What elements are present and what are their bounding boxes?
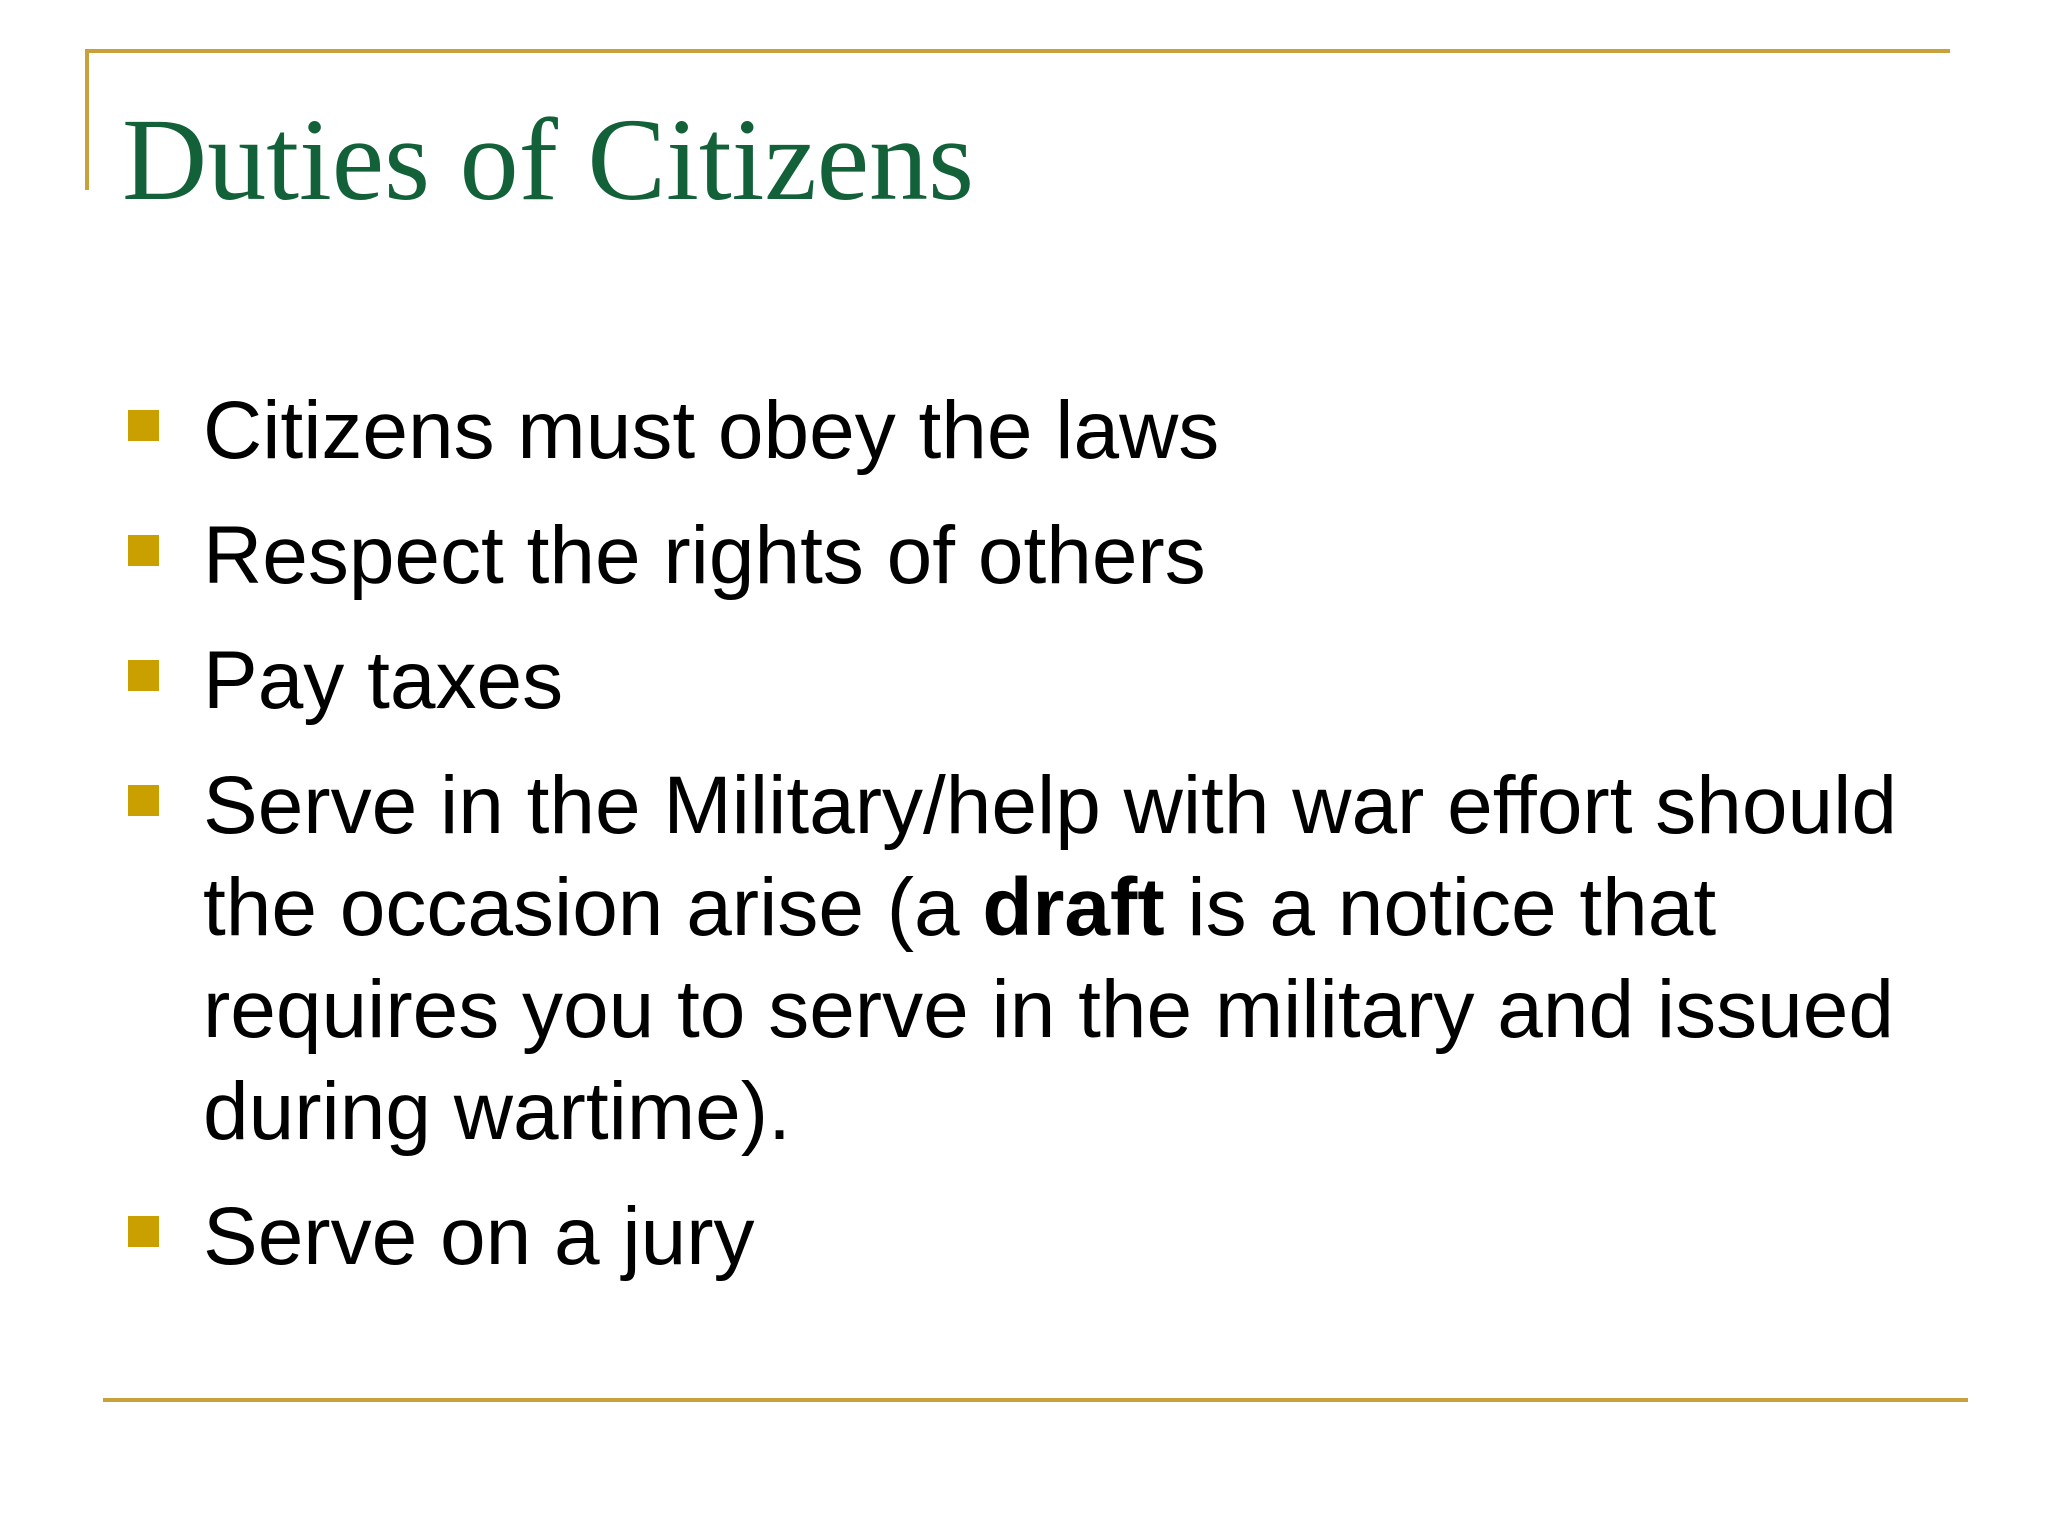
square-bullet-icon [128, 785, 159, 816]
bullet-text-part: is a notice that requires you to serve in the military and issued during wartime). [203, 862, 1894, 1157]
top-rule [85, 49, 1950, 53]
bullet-item-respect-rights [128, 505, 1968, 607]
bottom-rule [103, 1398, 1968, 1402]
bullet-text: Citizens must obey the laws [203, 385, 1220, 476]
bullet-text: Serve on a jury [203, 1191, 755, 1282]
bullet-text: Pay taxes [203, 635, 564, 726]
square-bullet-icon [128, 535, 159, 566]
bullet-item-military-service [128, 755, 1968, 1163]
bullet-text: Respect the rights of others [203, 510, 1206, 601]
bullet-text-part: Serve in the Military/help with war effort should the occasion arise (a [203, 760, 1897, 953]
bullet-item-obey-laws [128, 380, 1968, 482]
slide-title: Duties of Citizens [122, 94, 975, 225]
square-bullet-icon [128, 410, 159, 441]
draft-term: draft [982, 862, 1165, 953]
bullet-item-pay-taxes [128, 630, 1968, 732]
square-bullet-icon [128, 1216, 159, 1247]
left-rule [85, 49, 89, 190]
bullet-list [128, 380, 1968, 1311]
square-bullet-icon [128, 660, 159, 691]
bullet-item-jury-service [128, 1186, 1968, 1288]
